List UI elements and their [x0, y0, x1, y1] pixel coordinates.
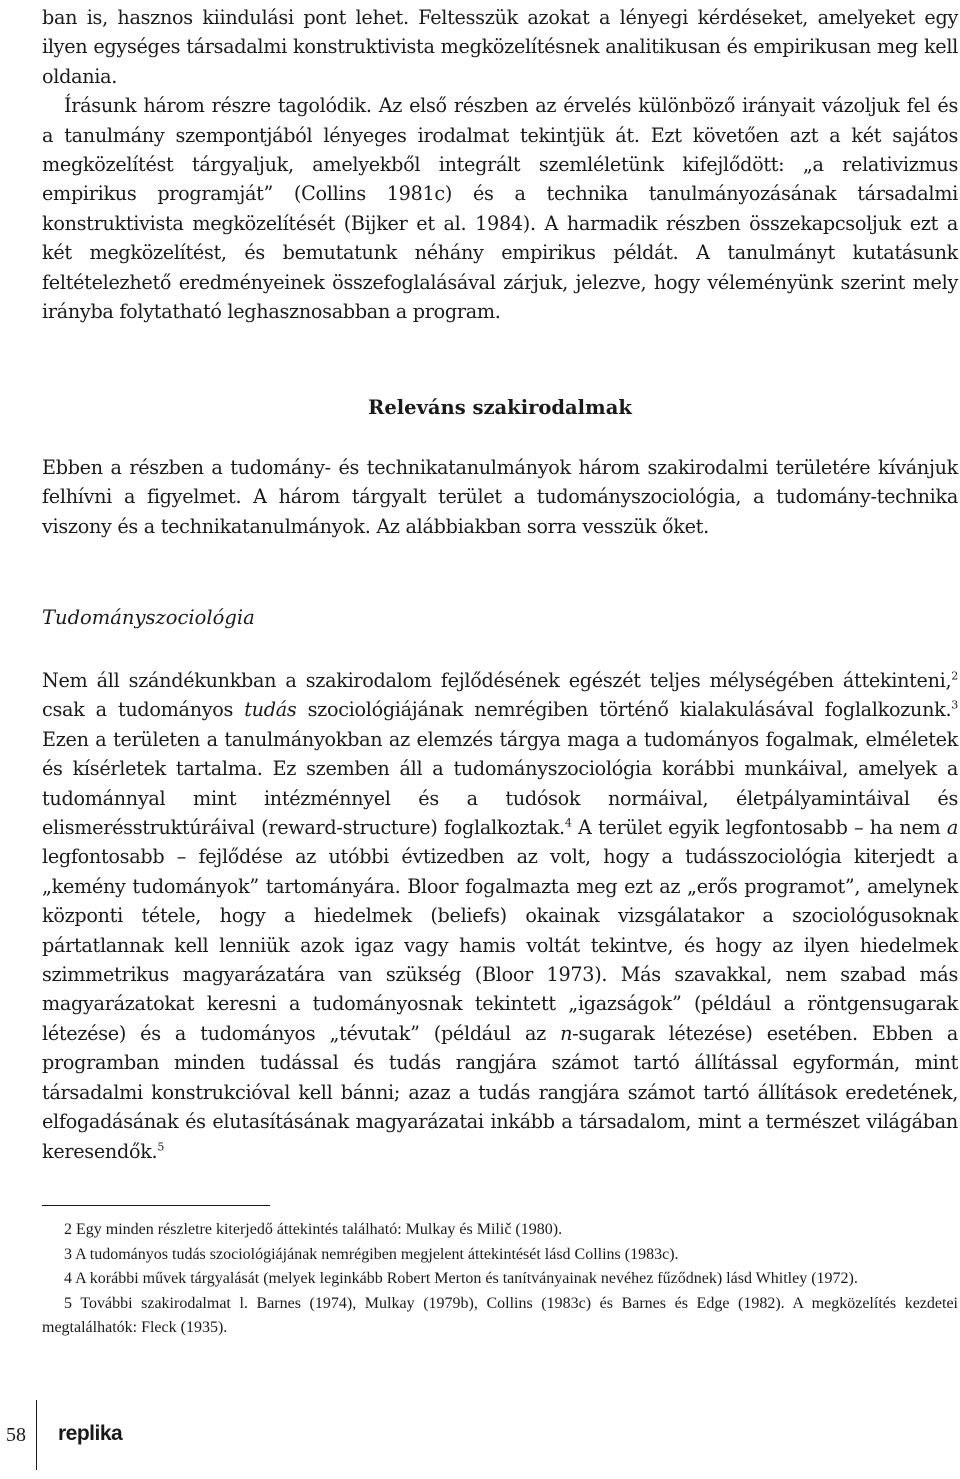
footnote-ref-2[interactable]: 2	[951, 669, 958, 683]
text-run: szociológiájának nemrégiben történő kialakulásával foglalkozunk.	[296, 698, 952, 722]
footnote-2: 2 Egy minden részletre kiterjedő áttekintés található: Mulkay és Milič (1980).	[64, 1221, 563, 1238]
footer-divider	[36, 1400, 37, 1470]
footnote-5: 5 További szakirodalmat l. Barnes (1974), Mulkay (1979b), Collins (1983c) és Barnes és Edge (1982). A megközelítés kezdetei megtalálhatók: Fleck (1935).	[42, 1294, 958, 1336]
subsection-text	[42, 666, 958, 1166]
emphasis: a	[946, 816, 959, 840]
subsection-heading: Tudományszociológia	[42, 606, 255, 629]
text-run: legfontosabb – fejlődése az utóbbi évtizedben az volt, hogy a tudásszociológia kiterjedt a „kemény tudományok” tartományára. Bloor fogalmazta meg ezt az „erős programot”, amelynek központi tétele, hogy a hiedelmek (beliefs) okainak vizsgálatakor a szociológusoknak pártatlannak kell lenniük azok igaz vagy hamis voltát tekintve, és hogy az ilyen hiedelmek szimmetrikus magyarázatára van szükség (Bloor 1973). Más szavakkal, nem szabad más magyarázatokat keresni a tudományosnak tekintett „igazságok” (például a röntgensugarak létezése) és a tudományos „tévutak” (például az	[42, 845, 958, 1045]
text-run: Ezen a területen a tanulmányokban az elemzés tárgya maga a tudományos fogalmak, elméletek és kísérletek tartalma. Ez szemben áll a tudományszociológia korábbi munkáival, amelyek a tudománnyal mint intézménnyel és a tudósok normáival, életpályamintáival és elismerésstruktúráival (reward-structure) foglalkoztak.	[42, 727, 958, 840]
footnote-3: 3 A tudományos tudás szociológiájának nemrégiben megjelent áttekintését lásd Collins (1983c).	[64, 1245, 679, 1263]
page-footer	[0, 1400, 960, 1479]
footnote-ref-5[interactable]: 5	[157, 1140, 165, 1154]
footnote-ref-4[interactable]: 4	[564, 816, 572, 830]
footnote-separator	[42, 1205, 270, 1206]
intro-paragraph-1: ban is, hasznos kiindulási pont lehet. Feltesszük azokat a lényegi kérdéseket, amelyeket egy ilyen egységes társadalmi konstruktivista megközelítésnek analitikusan és empirikusan meg kell oldania.	[42, 6, 958, 88]
emphasis: tudás	[244, 698, 297, 722]
section-paragraph-1: Ebben a részben a tudomány- és technikatanulmányok három szakirodalmi területére kívánjuk felhívni a figyelmet. A három tárgyalt terület a tudományszociológia, a tudomány-technika viszony és a technikatanulmányok. Az alábbiakban sorra vesszük őket.	[42, 456, 958, 538]
subsection-paragraph	[42, 666, 958, 1166]
section-intro-text	[42, 453, 958, 541]
text-run: A terület egyik legfontosabb – ha nem	[571, 816, 947, 840]
footnote-ref-3[interactable]: 3	[951, 699, 958, 713]
intro-paragraph-2: Írásunk három részre tagolódik. Az első részben az érvelés különböző irányait vázoljuk fel és a tanulmány szempontjából lényeges irodalmat tekintjük át. Ezt követően azt a két sajátos megközelítést tárgyaljuk, amelyekből integrált szemléletünk kifejlődött: „a relativizmus empirikus programját” (Collins 1981c) és a technika tanulmányozásának társadalmi konstruktivista megközelítését (Bijker et al. 1984). A harmadik részben összekapcsoljuk ezt a két megközelítést, és bemutatunk néhány empirikus példát. A tanulmányt kutatásunk feltételezhető eredményeinek összefoglalásával zárjuk, jelezve, hogy véleményünk szerint mely irányba folytatható leghasznosabban a program.	[42, 94, 958, 324]
page-number: 58	[6, 1424, 26, 1446]
footnote-4: 4 A korábbi művek tárgyalását (melyek leginkább Robert Merton és tanítványainak nevéhez fűződnek) lásd Whitley (1972).	[64, 1270, 858, 1287]
text-run: -sugarak létezése) esetében. Ebben a programban minden tudással és tudás rangjára számot tartó állítással egyformán, mint társadalmi konstrukcióval kell bánni; azaz a tudás rangjára számot tartó állítások eredetének, elfogadásának és elutasításának magyarázatai inkább a társadalom, mint a természet világában keresendők.	[42, 1021, 958, 1163]
intro-text	[42, 3, 958, 326]
emphasis: n	[560, 1021, 573, 1045]
text-run: csak a tudományos	[42, 698, 245, 722]
text-run: Nem áll szándékunkban a szakirodalom fejlődésének egészét teljes mélységében áttekinteni,	[42, 669, 952, 692]
footnotes	[42, 1218, 958, 1341]
section-heading: Releváns szakirodalmak	[368, 396, 632, 419]
journal-logo: replika	[58, 1422, 123, 1445]
